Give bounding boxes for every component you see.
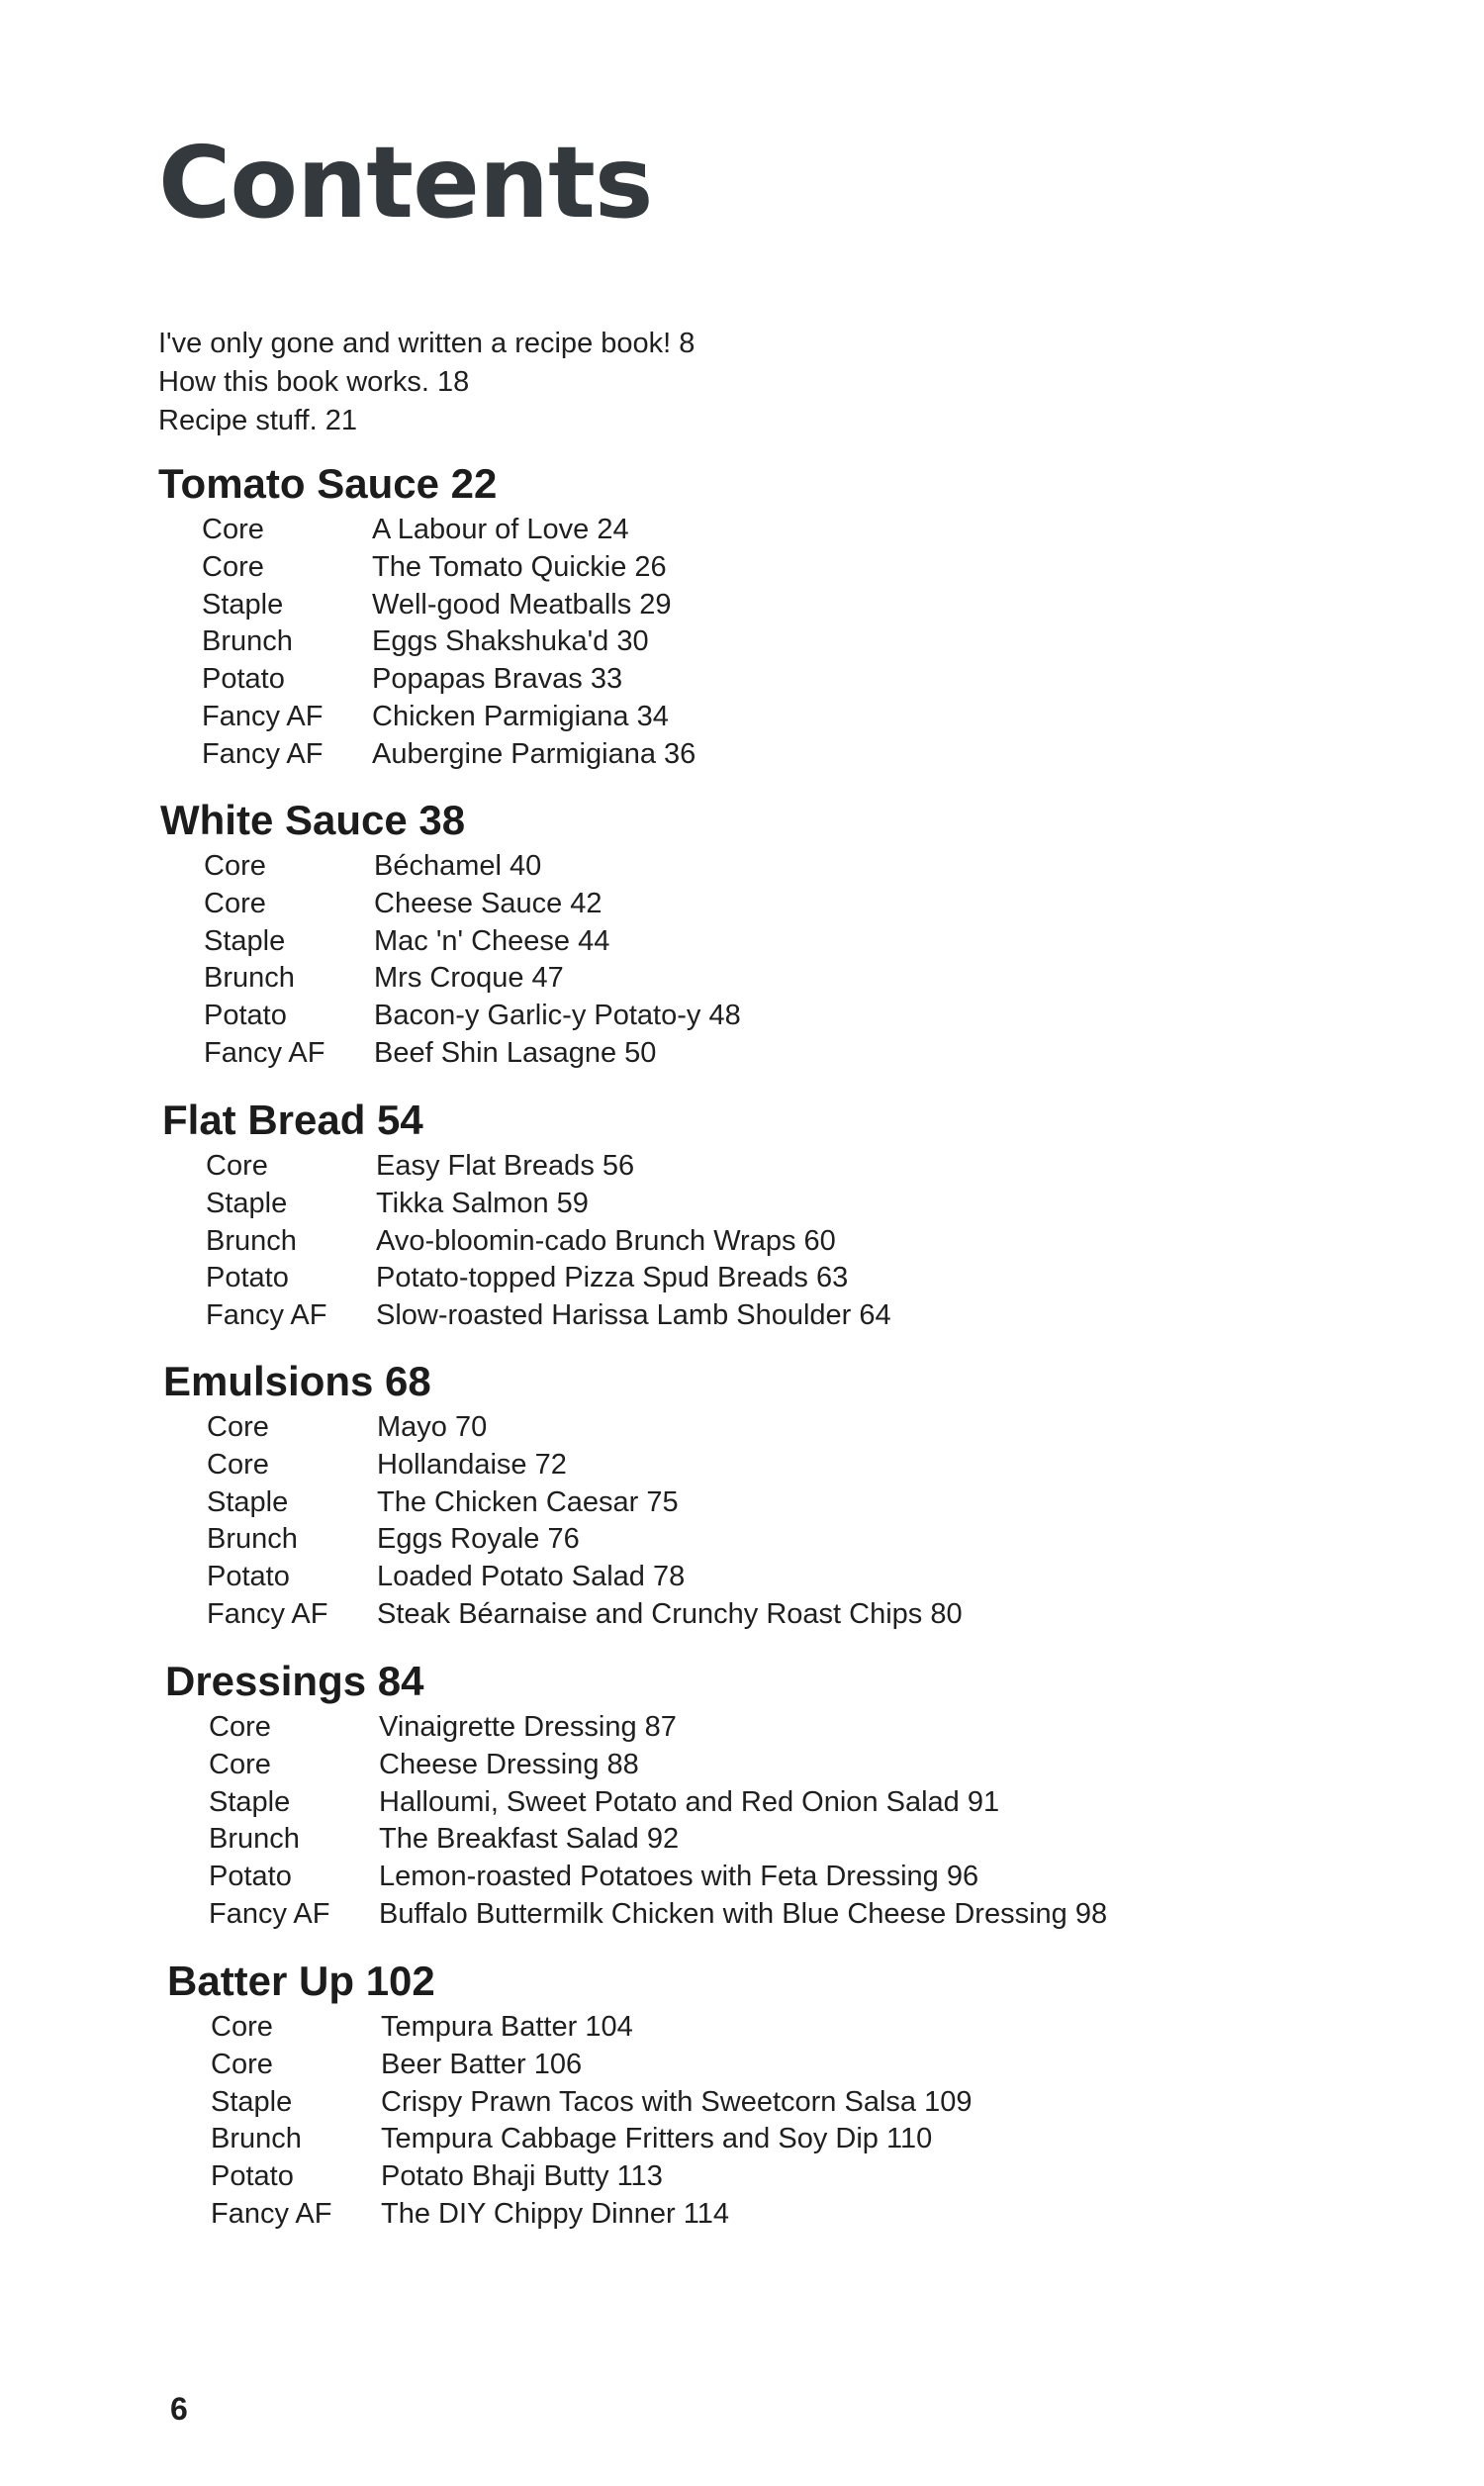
intro-item: How this book works. 18 bbox=[158, 366, 470, 398]
toc-entry bbox=[163, 1409, 963, 1447]
entry-recipe: The Breakfast Salad 92 bbox=[379, 1823, 680, 1856]
entry-category: Potato bbox=[206, 1262, 289, 1294]
toc-entry bbox=[163, 1447, 963, 1484]
entry-category: Fancy AF bbox=[202, 737, 324, 770]
entry-category: Core bbox=[207, 1411, 269, 1443]
toc-entry bbox=[158, 587, 696, 624]
toc-entry bbox=[160, 960, 741, 998]
entry-recipe: Potato Bhaji Butty 113 bbox=[381, 2160, 663, 2193]
entry-category: Potato bbox=[209, 1861, 292, 1893]
toc-entry bbox=[165, 1896, 1107, 1934]
entry-recipe: Tikka Salmon 59 bbox=[376, 1187, 589, 1219]
entry-category: Core bbox=[211, 2048, 273, 2080]
entry-recipe: Lemon-roasted Potatoes with Feta Dressing 96 bbox=[379, 1861, 979, 1893]
toc-entry bbox=[158, 661, 696, 699]
entry-category: Core bbox=[211, 2011, 273, 2043]
toc-entry bbox=[165, 1747, 1107, 1784]
entry-recipe: Tempura Cabbage Fritters and Soy Dip 110 bbox=[381, 2123, 933, 2155]
entry-category: Potato bbox=[202, 663, 285, 696]
entry-category: Fancy AF bbox=[206, 1299, 327, 1332]
entry-category: Core bbox=[202, 514, 264, 545]
entry-category: Fancy AF bbox=[204, 1036, 325, 1069]
entry-recipe: Halloumi, Sweet Potato and Red Onion Salad 91 bbox=[379, 1785, 1000, 1818]
entry-recipe: Crispy Prawn Tacos with Sweetcorn Salsa 109 bbox=[381, 2085, 973, 2118]
entry-recipe: Vinaigrette Dressing 87 bbox=[379, 1711, 677, 1743]
entry-recipe: Cheese Dressing 88 bbox=[379, 1748, 639, 1780]
toc-entry bbox=[163, 1484, 963, 1522]
section-heading: Flat Bread 54 bbox=[162, 1097, 423, 1143]
section-tomato-sauce bbox=[158, 460, 696, 774]
entry-category: Staple bbox=[206, 1187, 288, 1219]
entry-recipe: Hollandaise 72 bbox=[377, 1448, 567, 1481]
intro-item: Recipe stuff. 21 bbox=[158, 405, 357, 436]
toc-entry bbox=[163, 1596, 963, 1634]
entry-category: Brunch bbox=[204, 962, 295, 995]
page-title: Contents bbox=[158, 125, 653, 240]
entry-category: Staple bbox=[211, 2085, 293, 2118]
section-dressings bbox=[165, 1658, 1107, 1934]
entry-category: Fancy AF bbox=[209, 1897, 330, 1930]
entry-category: Brunch bbox=[202, 625, 293, 658]
entry-recipe: Potato-topped Pizza Spud Breads 63 bbox=[376, 1262, 849, 1294]
entry-category: Fancy AF bbox=[211, 2197, 332, 2230]
entry-recipe: Mrs Croque 47 bbox=[374, 962, 564, 995]
entry-category: Potato bbox=[211, 2160, 294, 2193]
entry-recipe: Eggs Royale 76 bbox=[377, 1523, 580, 1556]
entry-recipe: Aubergine Parmigiana 36 bbox=[372, 737, 696, 770]
entry-recipe: Tempura Batter 104 bbox=[381, 2011, 633, 2043]
entry-recipe: The DIY Chippy Dinner 114 bbox=[381, 2197, 729, 2230]
section-heading: Emulsions 68 bbox=[163, 1358, 431, 1404]
toc-entry bbox=[163, 1559, 963, 1596]
entry-recipe: Well-good Meatballs 29 bbox=[372, 588, 672, 621]
entry-category: Core bbox=[204, 887, 266, 919]
toc-entry bbox=[167, 2121, 972, 2158]
entry-recipe: Avo-bloomin-cado Brunch Wraps 60 bbox=[376, 1224, 836, 1257]
entry-category: Brunch bbox=[209, 1823, 300, 1856]
toc-entry bbox=[165, 1709, 1107, 1747]
toc-entry bbox=[158, 623, 696, 661]
toc-entry bbox=[167, 2047, 972, 2084]
section-emulsions bbox=[163, 1358, 963, 1634]
toc-entry bbox=[160, 1035, 741, 1073]
entry-category: Staple bbox=[204, 924, 286, 957]
section-batter-up bbox=[167, 1958, 972, 2234]
entry-recipe: Beer Batter 106 bbox=[381, 2048, 583, 2080]
entry-category: Fancy AF bbox=[202, 700, 324, 732]
entry-recipe: Mayo 70 bbox=[377, 1411, 488, 1443]
entry-category: Core bbox=[204, 850, 266, 882]
entry-recipe: The Chicken Caesar 75 bbox=[377, 1485, 679, 1518]
entry-recipe: Slow-roasted Harissa Lamb Shoulder 64 bbox=[376, 1299, 891, 1332]
entry-category: Brunch bbox=[211, 2123, 302, 2155]
intro-item: I've only gone and written a recipe book! 8 bbox=[158, 328, 696, 359]
entry-recipe: Loaded Potato Salad 78 bbox=[377, 1561, 686, 1593]
toc-entry bbox=[162, 1186, 891, 1223]
toc-entry bbox=[165, 1821, 1107, 1859]
toc-entry bbox=[160, 998, 741, 1035]
entry-recipe: Eggs Shakshuka'd 30 bbox=[372, 625, 649, 658]
toc-entry bbox=[158, 736, 696, 774]
toc-entry bbox=[167, 2084, 972, 2122]
entry-recipe: Bacon-y Garlic-y Potato-y 48 bbox=[374, 1000, 741, 1032]
entry-recipe: Mac 'n' Cheese 44 bbox=[374, 924, 610, 957]
entry-category: Potato bbox=[204, 1000, 287, 1032]
entry-recipe: Steak Béarnaise and Crunchy Roast Chips 80 bbox=[377, 1597, 963, 1630]
entry-category: Core bbox=[207, 1448, 269, 1481]
entry-category: Fancy AF bbox=[207, 1597, 328, 1630]
section-heading: Batter Up 102 bbox=[167, 1958, 435, 2004]
section-heading: White Sauce 38 bbox=[160, 797, 466, 843]
toc-entry bbox=[158, 549, 696, 587]
entry-recipe: A Labour of Love 24 bbox=[372, 514, 629, 545]
entry-category: Brunch bbox=[206, 1224, 297, 1257]
toc-entry bbox=[158, 512, 696, 549]
toc-entry bbox=[167, 2009, 972, 2047]
entry-category: Brunch bbox=[207, 1523, 298, 1556]
entry-recipe: Buffalo Buttermilk Chicken with Blue Cheese Dressing 98 bbox=[379, 1897, 1108, 1930]
entry-category: Core bbox=[209, 1711, 271, 1743]
entry-category: Staple bbox=[202, 588, 284, 621]
entry-recipe: Cheese Sauce 42 bbox=[374, 887, 603, 919]
toc-entry bbox=[162, 1223, 891, 1261]
entry-category: Core bbox=[202, 550, 264, 583]
toc-entry bbox=[158, 699, 696, 736]
entry-recipe: Béchamel 40 bbox=[374, 850, 542, 882]
toc-entry bbox=[160, 886, 741, 923]
entry-recipe: Chicken Parmigiana 34 bbox=[372, 700, 669, 732]
toc-entry bbox=[162, 1260, 891, 1297]
entry-category: Staple bbox=[207, 1485, 289, 1518]
entry-category: Core bbox=[209, 1748, 271, 1780]
toc-entry bbox=[165, 1784, 1107, 1822]
toc-entry bbox=[167, 2158, 972, 2196]
section-heading: Dressings 84 bbox=[165, 1658, 424, 1704]
section-heading: Tomato Sauce 22 bbox=[158, 460, 498, 507]
entry-category: Core bbox=[206, 1150, 268, 1182]
toc-entry bbox=[160, 848, 741, 886]
entry-category: Staple bbox=[209, 1785, 291, 1818]
page-number: 6 bbox=[170, 2391, 188, 2427]
toc-entry bbox=[167, 2196, 972, 2234]
entry-recipe: Popapas Bravas 33 bbox=[372, 663, 623, 696]
toc-entry bbox=[160, 923, 741, 961]
intro-list bbox=[158, 325, 695, 440]
section-flat-bread bbox=[162, 1097, 891, 1335]
toc-entry bbox=[165, 1859, 1107, 1896]
entry-recipe: Easy Flat Breads 56 bbox=[376, 1150, 635, 1182]
toc-entry bbox=[163, 1521, 963, 1559]
entry-category: Potato bbox=[207, 1561, 290, 1593]
toc-entry bbox=[162, 1297, 891, 1335]
toc-entry bbox=[162, 1148, 891, 1186]
entry-recipe: The Tomato Quickie 26 bbox=[372, 550, 667, 583]
section-white-sauce bbox=[160, 797, 741, 1073]
entry-recipe: Beef Shin Lasagne 50 bbox=[374, 1036, 657, 1069]
